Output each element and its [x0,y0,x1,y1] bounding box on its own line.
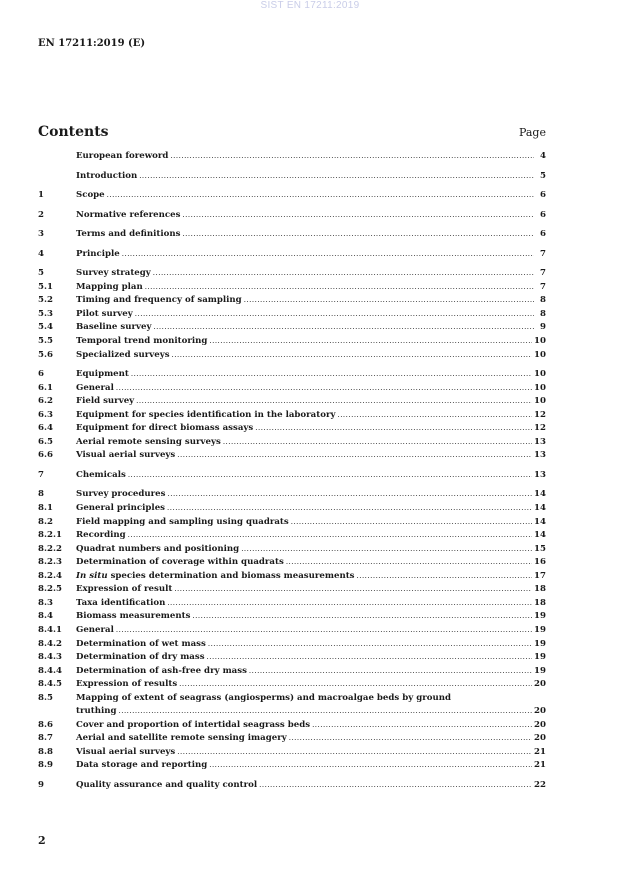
toc-entry[interactable] [38,267,546,281]
toc-leader-dots [172,349,532,363]
toc-page-number: 6 [540,209,546,220]
toc-entry[interactable] [38,349,546,363]
toc-entry[interactable] [38,610,546,624]
toc-number: 8.2.4 [38,570,62,581]
toc-page-number: 14 [534,489,546,500]
toc-title: Mapping plan [76,281,143,292]
toc-number: 5.6 [38,349,53,360]
toc-page-number: 15 [534,543,546,554]
toc-number: 8.3 [38,597,53,608]
toc-number: 8.4.5 [38,679,62,690]
toc-entry[interactable] [38,543,546,557]
toc-entry[interactable] [38,529,546,543]
toc-title: Determination of coverage within quadrats [76,557,284,568]
toc-title: European foreword [76,151,169,161]
toc-title: Terms and definitions [76,229,181,240]
toc-number: 8.5 [38,692,53,703]
toc-title: Quality assurance and quality control [76,779,258,790]
toc-title: Aerial remote sensing surveys [76,436,221,447]
toc-leader-dots [255,422,532,436]
toc-title: Equipment for direct biomass assays [76,423,254,434]
toc-number: 5 [38,268,44,279]
toc-leader-dots [182,209,534,223]
toc-number: 4 [38,248,44,259]
toc-entry[interactable] [38,150,546,164]
toc-title: Cover and proportion of intertidal seagrass beds [76,719,311,730]
toc-page-number: 13 [534,436,546,447]
toc-title: Scope [76,190,105,201]
toc-entry[interactable] [38,382,546,396]
toc-number: 8.4 [38,611,53,622]
toc-page-number: 14 [534,530,546,541]
toc-leader-dots [208,638,532,652]
toc-page-number: 21 [534,760,546,771]
toc-page-number: 10 [534,336,546,347]
toc-title: Specialized surveys [76,349,170,360]
toc-title: Survey procedures [76,489,166,500]
toc-leader-dots [167,597,532,611]
toc-page-number: 20 [534,733,546,744]
toc-number: 7 [38,469,44,480]
toc-number: 8.8 [38,746,53,757]
toc-leader-dots [167,502,532,516]
toc-entry[interactable] [38,692,546,719]
toc-number: 6.6 [38,450,53,461]
toc-number: 8.1 [38,503,53,514]
toc-title: Introduction [76,170,138,181]
toc-leader-dots [177,746,532,760]
toc-page-number: 8 [540,295,546,306]
toc-page-number: 19 [534,611,546,622]
toc-page-number: 18 [534,597,546,608]
toc-number: 3 [38,229,44,240]
toc-leader-dots [122,248,534,262]
toc-entry[interactable] [38,624,546,638]
toc-title: Pilot survey [76,308,133,319]
toc-page-number: 4 [540,151,546,161]
toc-title: Normative references [76,209,181,220]
toc-title: Principle [76,248,120,259]
toc-entry[interactable] [38,368,546,382]
toc-page-number: 20 [534,719,546,730]
toc-number: 8.9 [38,760,53,771]
toc-title: Data storage and reporting [76,760,208,771]
toc-leader-dots [259,779,532,793]
toc-leader-dots [244,294,534,308]
toc-leader-dots [179,678,532,692]
toc-number: 2 [38,209,44,220]
toc-page-number: 7 [540,248,546,259]
toc-leader-dots [289,732,532,746]
toc-entry[interactable] [38,638,546,652]
toc-entry[interactable] [38,248,546,262]
toc-title: Temporal trend monitoring [76,336,208,347]
toc-title-italic: In situ [76,570,108,581]
toc-entry[interactable] [38,583,546,597]
toc-leader-dots [209,335,532,349]
toc-number: 8.2.2 [38,543,62,554]
toc-number: 8.4.4 [38,665,62,676]
toc-number: 8 [38,489,44,500]
toc-title: Expression of results [76,679,178,690]
toc-number: 8.6 [38,719,53,730]
toc-page-number: 13 [534,450,546,461]
toc-page-number: 8 [540,308,546,319]
toc-entry[interactable] [38,516,546,530]
toc-number: 9 [38,779,44,790]
toc-entry[interactable] [38,556,546,570]
toc-leader-dots [168,488,533,502]
toc-page-number: 12 [534,409,546,420]
toc-number: 6.4 [38,423,53,434]
toc-entry[interactable] [38,651,546,665]
toc-title: Recording [76,530,126,541]
toc-page-number: 10 [534,382,546,393]
toc-title: Chemicals [76,469,126,480]
toc-page-number: 7 [540,281,546,292]
toc-number: 8.2.5 [38,584,62,595]
toc-entry[interactable] [38,502,546,516]
toc-entry[interactable] [38,436,546,450]
toc-page-number: 14 [534,503,546,514]
toc-leader-dots [116,624,532,638]
toc-title: Timing and frequency of sampling [76,295,242,306]
toc-leader-dots [136,395,532,409]
toc-page-number: 22 [534,779,546,790]
toc-page-number: 21 [534,746,546,757]
watermark: SIST EN 17211:2019 [260,0,360,11]
toc-page-number: 12 [534,423,546,434]
toc-number: 8.2.3 [38,557,62,568]
toc-leader-dots [337,409,532,423]
toc-number: 8.2.1 [38,530,62,541]
toc-page-number: 10 [534,349,546,360]
toc-leader-dots [131,368,532,382]
toc-leader-dots [145,281,534,295]
toc-number: 8.2 [38,516,53,527]
toc-title: General [76,382,114,393]
toc-leader-dots [139,170,534,184]
toc-title: Biomass measurements [76,611,191,622]
contents-heading: Contents [38,124,109,140]
toc-title: Field mapping and sampling using quadrats [76,516,289,527]
toc-entry[interactable] [38,449,546,463]
page-column-heading: Page [518,126,546,139]
toc-title: Equipment [76,369,129,380]
toc-entry[interactable] [38,170,546,184]
toc-leader-dots [153,321,534,335]
toc-leader-dots [177,449,532,463]
toc-entry[interactable] [38,335,546,349]
toc-page-number: 7 [540,268,546,279]
toc-leader-dots [119,705,533,719]
toc-leader-dots [207,651,532,665]
toc-number: 5.2 [38,295,53,306]
toc-title: Visual aerial surveys [76,450,176,461]
toc-leader-dots [128,469,532,483]
toc-title: Aerial and satellite remote sensing imagery [76,733,287,744]
document-id: EN 17211:2019 (E) [38,38,146,49]
toc-entry[interactable] [38,469,546,483]
toc-entry[interactable] [38,395,546,409]
toc-number: 6.2 [38,396,53,407]
toc-number: 5.1 [38,281,53,292]
toc-leader-dots [174,583,532,597]
toc-entry[interactable] [38,321,546,335]
toc-leader-dots [291,516,532,530]
toc-entry[interactable] [38,209,546,223]
toc-entry[interactable] [38,308,546,322]
toc-entry[interactable] [38,759,546,773]
toc-number: 6.3 [38,409,53,420]
toc-title: Survey strategy [76,268,151,279]
toc-title [76,570,355,584]
toc-page-number: 16 [534,557,546,568]
toc-page-number: 5 [540,170,546,181]
toc-entry[interactable] [38,570,546,584]
toc-leader-dots [286,556,532,570]
toc-leader-dots [209,759,532,773]
toc-page-number: 13 [534,469,546,480]
toc-number: 5.3 [38,308,53,319]
toc-entry[interactable] [38,189,546,203]
toc-entry[interactable] [38,678,546,692]
toc-leader-dots [223,436,532,450]
toc-entry[interactable] [38,665,546,679]
toc-leader-dots [249,665,532,679]
toc-leader-dots [357,570,533,584]
toc-leader-dots [135,308,534,322]
toc-page-number: 10 [534,369,546,380]
toc-page-number: 20 [534,679,546,690]
toc-entry[interactable] [38,719,546,733]
footer-page-number: 2 [38,834,46,847]
toc-entry[interactable] [38,746,546,760]
toc-title: General principles [76,503,166,514]
toc-title: Baseline survey [76,322,152,333]
toc-page-number: 20 [534,706,546,717]
toc-title: Determination of ash-free dry mass [76,665,247,676]
toc-title: Mapping of extent of seagrass (angiosperms) and macroalgae beds by ground [76,692,451,703]
toc-number: 5.5 [38,336,53,347]
toc-leader-dots [170,150,534,164]
toc-leader-dots [192,610,532,624]
toc-page-number: 19 [534,652,546,663]
toc-leader-dots [128,529,532,543]
toc-page-number: 19 [534,665,546,676]
toc-title: Visual aerial surveys [76,746,176,757]
toc-number: 5.4 [38,322,53,333]
toc-number: 8.4.1 [38,624,62,635]
toc-leader-dots [182,228,534,242]
toc-number: 6 [38,369,44,380]
toc-page-number: 19 [534,624,546,635]
toc-leader-dots [241,543,532,557]
toc-number: 6.5 [38,436,53,447]
toc-number: 8.7 [38,733,53,744]
toc-page-number: 9 [540,322,546,333]
toc-page-number: 14 [534,516,546,527]
toc-entry[interactable] [38,597,546,611]
toc-page-number: 19 [534,638,546,649]
toc-title: Quadrat numbers and positioning [76,543,240,554]
toc-title: Determination of wet mass [76,638,206,649]
toc-title-continued: truthing [76,706,117,717]
toc-number: 8.4.3 [38,652,62,663]
toc-entry[interactable] [38,488,546,502]
toc-title: Taxa identification [76,597,166,608]
toc-leader-dots [116,382,532,396]
toc-entry[interactable] [38,732,546,746]
toc-page-number: 18 [534,584,546,595]
toc-title: Expression of result [76,584,173,595]
toc-leader-dots [153,267,534,281]
toc-number: 1 [38,190,44,201]
toc-entry[interactable] [38,779,546,793]
toc-number: 6.1 [38,382,53,393]
toc-title: General [76,624,114,635]
toc-number: 8.4.2 [38,638,62,649]
toc-entry[interactable] [38,409,546,423]
toc-title-rest: species determination and biomass measurements [107,570,355,581]
toc-title: Determination of dry mass [76,652,205,663]
toc-page-number: 6 [540,229,546,240]
toc-entry[interactable] [38,281,546,295]
toc-entry[interactable] [38,422,546,436]
toc-leader-dots [312,719,532,733]
toc-title: Field survey [76,396,135,407]
toc-title: Equipment for species identification in the laboratory [76,409,336,420]
toc-entry[interactable] [38,228,546,242]
toc-entry[interactable] [38,294,546,308]
toc-page-number: 6 [540,190,546,201]
toc-page-number: 17 [534,570,546,581]
table-of-contents [38,150,546,793]
toc-page-number: 10 [534,396,546,407]
toc-leader-dots [107,189,534,203]
